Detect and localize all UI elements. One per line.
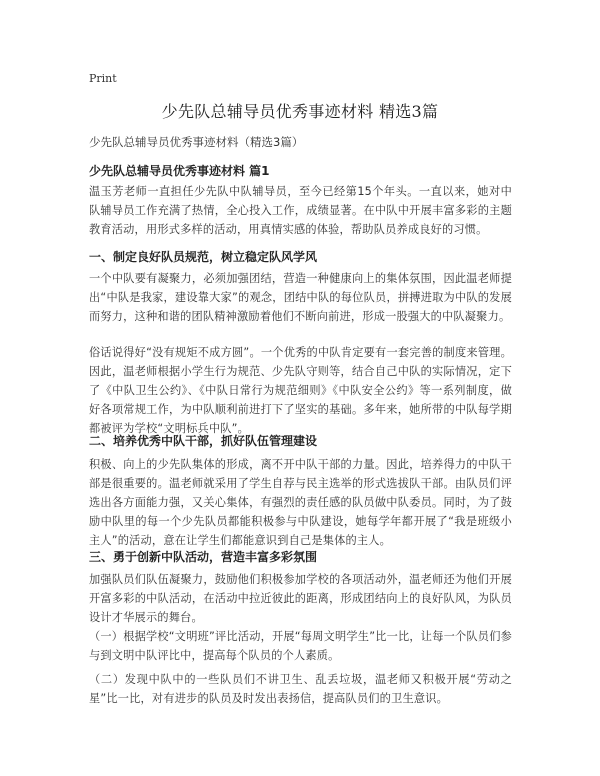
section-heading-1: 一、制定良好队员规范，树立稳定队风学风 bbox=[89, 250, 318, 264]
paragraph-section1-a: 一个中队要有凝聚力，必须加强团结，营造一种健康向上的集体氛围，因此温老师提出“中队是我家，建设靠大家”的观念，团结中队的每位队员，拼搏进取为中队的发展而努力，这种和谐的团队精神激励着他们不断向前进，形成一股强大的中队凝聚力。 bbox=[89, 272, 512, 323]
paragraph-section2: 积极、向上的少先队集体的形成，离不开中队干部的力量。因此，培养得力的中队干部是很重要的。温老师就采用了学生自荐与民主选举的形式选拔队干部。由队员们评选出各方面能力强，又关心集体，有强烈的责任感的队员做中队委员。同时，为了鼓励中队里的每一个少先队员都能积极参与中队建设，她每学年都开展了“我是班级小主人”的活动，意在让学生们都能意识到自己是集体的主人。 bbox=[89, 458, 512, 547]
paragraph-section3-intro: 加强队员们队伍凝聚力，鼓励他们积极参加学校的各项活动外，温老师还为他们开展开富多彩的中队活动，在活动中拉近彼此的距离，形成团结向上的良好队风，为队员设计才华展示的舞台。 bbox=[89, 573, 512, 624]
section-heading-3: 三、勇于创新中队活动，营造丰富多彩氛围 bbox=[89, 550, 318, 564]
section-heading-2: 二、培养优秀中队干部，抓好队伍管理建设 bbox=[89, 434, 318, 448]
print-label[interactable]: Print bbox=[89, 72, 117, 85]
article-title: 少先队总辅导员优秀事迹材料 篇1 bbox=[89, 164, 270, 178]
document-subtitle: 少先队总辅导员优秀事迹材料（精选3篇） bbox=[89, 135, 304, 149]
paragraph-section1-b: 俗话说得好“没有规矩不成方圆”。一个优秀的中队肯定要有一套完善的制度来管理。因此，温老师根据小学生行为规范、少先队守则等，结合自己中队的实际情况，定下了《中队卫生公约》、《中队日常行为规范细则》《中队安全公约》等一系列制度，做好各项常规工作，为中队顺利前进打下了坚实的基础。多年来，她所带的中队每学期都被评为学校“文明标兵中队”。 bbox=[89, 346, 512, 435]
paragraph-section3-item2: （二）发现中队中的一些队员们不讲卫生、乱丢垃圾，温老师又积极开展“劳动之星”比一比，对有进步的队员及时发出表扬信，提高队员们的卫生意识。 bbox=[89, 673, 512, 705]
page-title: 少先队总辅导员优秀事迹材料 精选3篇 bbox=[161, 102, 439, 121]
paragraph-section3-item1: （一）根据学校“文明班”评比活动，开展“每周文明学生”比一比，让每一个队员们参与到文明中队评比中，提高每个队员的个人素质。 bbox=[89, 630, 512, 662]
paragraph-intro: 温玉芳老师一直担任少先队中队辅导员，至今已经第15个年头。一直以来，她对中队辅导员工作充满了热情，全心投入工作，成绩显著。在中队中开展丰富多彩的主题教育活动，用形式多样的活动，用真情实感的体验，帮助队员养成良好的习惯。 bbox=[89, 185, 512, 236]
